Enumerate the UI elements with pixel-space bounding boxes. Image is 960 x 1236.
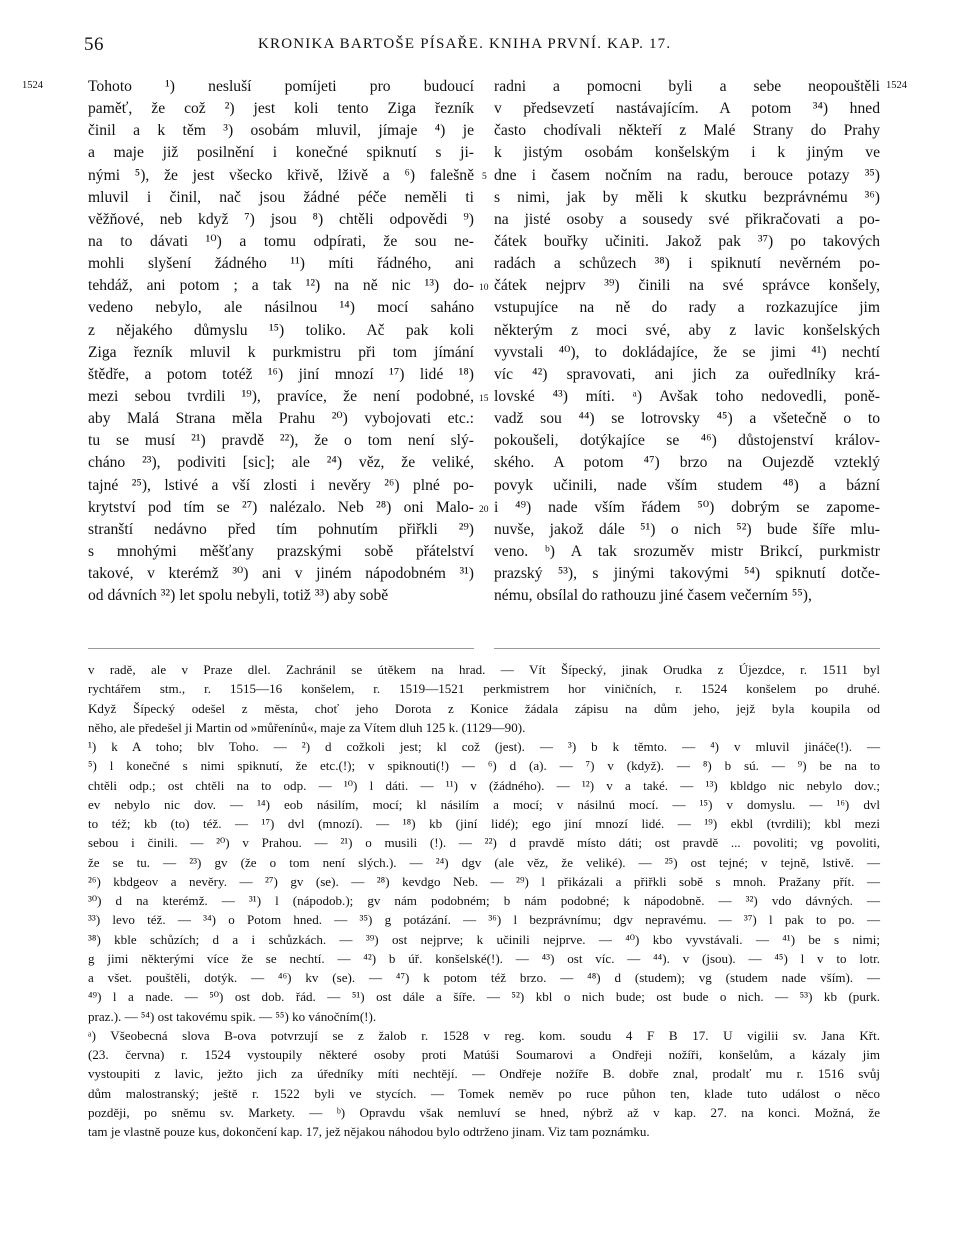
right-column-line-15: lovské ⁴³) míti. ᵃ) Avšak toho nedovedli, poně- bbox=[494, 387, 880, 405]
right-column-line-14: víc ⁴²) spravovati, ani jich za ouředlníky krá- bbox=[494, 365, 880, 383]
left-column-line-12: z nějakého důmyslu ¹⁵) toliko. Ač pak koli bbox=[88, 321, 474, 339]
left-column-line-23: takové, v kterémž ³⁰) ani v jiném nápodobném ³¹) bbox=[88, 565, 474, 583]
footnote-line-12: ²⁶) kbdgeov a nevěry. — ²⁷) gv (se). — ²⁸) kevdgo Neb. — ²⁹) l přikázali a přiřkli sobě s mnoh. Pražany přít. — bbox=[88, 873, 880, 889]
left-column-line-20: krytství pod tím se ²⁷) nalézalo. Neb ²⁸) oni Malo- bbox=[88, 498, 474, 516]
footnote-line-10: sebou i činili. — ²⁰) v Prahou. — ²¹) o musili (!). — ²²) d pravdě místo dáti; ost pravdě ... povoliti; vg povoliti, bbox=[88, 835, 880, 851]
left-column-line-1: Tohoto ¹) nesluší pomíjeti pro budoucí bbox=[88, 78, 474, 95]
right-column-line-23: prazský ⁵³), s jinými takovými ⁵⁴) spiknutí dotče- bbox=[494, 565, 880, 583]
right-column-line-16: vadž sou ⁴⁴) se lotrovsky ⁴⁵) a všetečně o to bbox=[494, 410, 880, 428]
left-column-line-11: vedeno nebylo, ale násilnou ¹⁴) mocí saháno bbox=[88, 299, 474, 317]
right-column-line-6: s nimi, jak by měli k skutku bezprávnému ³⁶) bbox=[494, 188, 880, 206]
left-column-line-6: mluvil i činil, nač jsou žádné péče neměli ti bbox=[88, 188, 474, 206]
line-number-15: 15 bbox=[479, 394, 489, 404]
footnote-line-21: (23. června) r. 1524 vystoupily některé osoby proti Matúši Soumarovi a Ondřeji nožíři, konšelům, a kázaly jim bbox=[88, 1047, 880, 1062]
right-column-line-10: čátek nejprv ³⁹) činili na své správce konšely, bbox=[494, 277, 880, 295]
line-number-10: 10 bbox=[479, 283, 489, 293]
left-text-column bbox=[88, 76, 474, 607]
right-column-line-12: některým z moci své, aby z lavic konšelských bbox=[494, 321, 880, 339]
left-column-line-5: nými ⁵), že jest všecko křivě, lživě a ⁶) falešně bbox=[88, 166, 474, 184]
left-column-line-9: mohli slyšení žádného ¹¹) míti řádného, ani bbox=[88, 255, 474, 273]
left-column-line-16: aby Malá Strana měla Prahu ²⁰) vybojovati etc.: bbox=[88, 410, 474, 428]
margin-year-left: 1524 bbox=[22, 80, 43, 91]
right-column-line-4: k jistým osobám konšelským i k jiným ve bbox=[494, 144, 880, 162]
left-column-line-19: tajné ²⁵), lstivé a vší zlosti i nevěry ²⁶) plné po- bbox=[88, 476, 474, 494]
right-column-line-9: radách a schůzech ³⁸) i spiknutí nevěrném po- bbox=[494, 255, 880, 273]
footnote-line-14: ³³) levo též. — ³⁴) o Potom hned. — ³⁵) g potázání. — ³⁶) l bezprávnímu; dgv nepravému. — ³⁷) l pak to po. — bbox=[88, 912, 880, 928]
footnote-line-24: později, po sněmu sv. Markety. — ᵇ) Opravdu však nemluví se hned, nýbrž až v kap. 27. na konci. Možná, že bbox=[88, 1104, 880, 1120]
right-column-line-7: na jisté osoby a sousedy své přikračovati a po- bbox=[494, 210, 880, 228]
footnote-rule-left bbox=[88, 648, 474, 649]
right-column-line-11: vstupujíce na ně do rady a rozkazujíce jim bbox=[494, 299, 880, 317]
footnote-line-9: to též; kb (to) též. — ¹⁷) dvl (mnozí). — ¹⁸) kb (jiní lidé); ego jiní mnozí lidé. — ¹⁹) ekbl (tvrdili); kbl mezi bbox=[88, 816, 880, 831]
left-column-line-8: na to dávati ¹⁰) a tomu odpírati, že sou ne- bbox=[88, 232, 474, 250]
line-number-20: 20 bbox=[479, 505, 489, 515]
footnote-line-8: ev nebylo nic dov. — ¹⁴) eob násilím, mocí; kl násilím a mocí; v násilnú mocí. — ¹⁵) v domyslu. — ¹⁶) dvl bbox=[88, 796, 880, 812]
right-column-line-3: často chodívali někteří z Malé Strany do Prahy bbox=[494, 122, 880, 140]
right-column-line-22: veno. ᵇ) A tak srozuměv mistr Brikcí, purkmistr bbox=[494, 542, 880, 560]
page-number: 56 bbox=[84, 34, 104, 55]
footnote-line-17: a všet. pouštěli, dotýk. — ⁴⁶) kv (se). — ⁴⁷) k potom též brzo. — ⁴⁸) d (studem); vg (studem nade vším). — bbox=[88, 970, 880, 985]
footnote-line-25: tam je vlastně pouze kus, dokončení kap. 17, jež nějakou náhodou bylo odtrženo jinam. Viz tam poznámku. bbox=[88, 1124, 650, 1139]
footnote-line-6: ⁵) l konečné s nimi spiknutí, že etc.(!); v spiknouti(!) — ⁶) d (a). — ⁷) v (když). — ⁸) b sú. — ⁹) be na to bbox=[88, 758, 880, 774]
footnote-line-7: chtěli odp.; ost chtěli na to odp. — ¹⁰) l dáti. — ¹¹) v (žádného). — ¹²) v a také. — ¹³) kbldgo nic nebylo dov.; bbox=[88, 777, 880, 793]
left-column-line-18: cháno ²³), podiviti [sic]; ale ²⁴) věz, že veliké, bbox=[88, 454, 474, 472]
running-title: KRONIKA BARTOŠE PÍSAŘE. KNIHA PRVNÍ. KAP. 17. bbox=[258, 36, 672, 52]
line-number-5: 5 bbox=[482, 172, 487, 182]
footnote-line-2: rychtářem stm., r. 1515—16 konšelem, r. 1519—1521 perkmistrem hor viničních, r. 1524 konšelem po druhé. bbox=[88, 681, 880, 697]
left-column-line-21: stranští nedávno před tím pohnutím přiřkli ²⁹) bbox=[88, 520, 474, 538]
left-column-line-3: činil a k těm ³) osobám mluvil, jímaje ⁴) je bbox=[88, 122, 474, 140]
right-column-line-1: radni a pomocni byli a sebe neopouštěli bbox=[494, 78, 880, 95]
left-column-line-13: Ziga řezník mluvil k purkmistru při tom jímání bbox=[88, 343, 474, 361]
right-column-line-8: čátek bouřky učiniti. Jakož pak ³⁷) po takových bbox=[494, 232, 880, 250]
left-column-line-10: tehdáž, ani potom ; a tak ¹²) na ně nic ¹³) do- bbox=[88, 277, 474, 295]
footnote-line-13: ³⁰) d na kterémž. — ³¹) l (nápodob.); gv nám podobném; b nám podobné; k nápodobně. — ³²) vdo dávných. — bbox=[88, 893, 880, 908]
footnote-line-5: ¹) k A toho; blv Toho. — ²) d cožkoli jest; kl což (jest). — ³) b k těmto. — ⁴) v mluvil jináče(!). — bbox=[88, 739, 880, 754]
footnote-line-23: dům malostranský; ještě r. 1522 byli ve stycích. — Tomek neměv po ruce půhon ten, klade tuto událost o něco bbox=[88, 1085, 880, 1101]
footnote-line-20: ᵃ) Všeobecná slova B-ova potvrzují se z žalob r. 1528 v reg. kom. soudu 4 F B 17. U vigilii sv. Jana Křt. bbox=[88, 1027, 880, 1043]
footnote-line-22: vystoupiti z lavic, ježto jich za úředníky míti nechtějí. — Ondřeje nožíře B. dobře znal, prodalť mu r. 1516 svůj bbox=[88, 1066, 880, 1082]
right-column-line-24: nému, obsílal do rathouzu jiné časem večerním ⁵⁵), bbox=[494, 587, 812, 605]
footnote-line-15: ³⁸) kble schůzích; d a i schůzkách. — ³⁹) ost nejprve; k učinili nejprve. — ⁴⁰) kbo vyvstávali. — ⁴¹) be s nimi; bbox=[88, 931, 880, 947]
footnotes-block bbox=[88, 660, 880, 1141]
footnote-line-3: Když Šípecký odešel z města, choť jeho Dorota z Konice žádala zápisu na dům jeho, jejž byla koupila od bbox=[88, 700, 880, 716]
footnote-line-18: ⁴⁹) l a nade. — ⁵⁰) ost dob. řád. — ⁵¹) ost dále a šíře. — ⁵²) kbl o nich bude; ost bude o nich. — ⁵³) kb (purk. bbox=[88, 989, 880, 1005]
left-column-line-17: tu se musí ²¹) pravdě ²²), že o tom není slý- bbox=[88, 432, 474, 450]
left-column-line-14: štědře, a potom totéž ¹⁶) jiní mnozí ¹⁷) lidé ¹⁸) bbox=[88, 365, 474, 383]
footnote-line-4: něho, ale předešel ji Martin od »můřenínů«, maje za Vítem dluh 125 k. (1129—90). bbox=[88, 719, 526, 735]
right-column-line-5: dne i časem nočním na radu, berouce potazy ³⁵) bbox=[494, 166, 880, 184]
footnote-line-19: praz.). — ⁵⁴) ost takovému spik. — ⁵⁵) ko vánočním(!). bbox=[88, 1008, 377, 1024]
footnote-line-11: že se tu. — ²³) gv (že o tom není slých.). — ²⁴) dgv (ale věz, že veliké). — ²⁵) ost tejné; v tejně, lstivě. — bbox=[88, 854, 880, 870]
footnote-rule-right bbox=[494, 648, 880, 649]
left-column-line-15: mezi sebou tvrdili ¹⁹), pravíce, že není podobné, bbox=[88, 387, 474, 405]
footnote-line-1: v radě, ale v Praze dlel. Zachránil se útěkem na hrad. — Vít Šípecký, jinak Orudka z Újezdce, r. 1511 byl bbox=[88, 662, 880, 677]
right-column-line-20: i ⁴⁹) nade vším řádem ⁵⁰) dobrým se zapome- bbox=[494, 498, 880, 516]
right-column-line-2: v předsevzetí nastávajícím. A potom ³⁴) hned bbox=[494, 100, 880, 118]
left-column-line-4: a maje již posilnění i konečné spiknutí s ji- bbox=[88, 144, 474, 162]
right-column-line-18: ského. A potom ⁴⁷) brzo na Oujezdě vzteklý bbox=[494, 454, 880, 472]
right-column-line-17: pokoušeli, dotýkajíce se ⁴⁶) důstojenství králov- bbox=[494, 432, 880, 450]
left-column-line-7: věžňové, neb když ⁷) jsou ⁸) chtěli odpovědi ⁹) bbox=[88, 210, 474, 228]
running-header bbox=[0, 34, 960, 58]
margin-year-right: 1524 bbox=[886, 80, 907, 91]
right-column-line-19: povyk učinili, nade vším studem ⁴⁸) a bázní bbox=[494, 476, 880, 494]
right-text-column bbox=[494, 76, 880, 607]
right-column-line-21: nuvše, jakož dále ⁵¹) o nich ⁵²) bude šíře mlu- bbox=[494, 520, 880, 538]
footnote-line-16: g jimi některými více že se nechtí. — ⁴²) b úř. konšelské(!). — ⁴³) ost víc. — ⁴⁴). v (jsou). — ⁴⁵) l v to lotr. bbox=[88, 950, 880, 966]
right-column-line-13: vyvstali ⁴⁰), to dokládajíce, že se jimi ⁴¹) nechtí bbox=[494, 343, 880, 361]
left-column-line-24: od dávních ³²) let spolu nebyli, totiž ³³) aby sobě bbox=[88, 587, 389, 605]
left-column-line-2: paměť, že což ²) jest koli tento Ziga řezník bbox=[88, 100, 474, 118]
left-column-line-22: s mnohými měšťany prazskými sobě přátelství bbox=[88, 542, 474, 560]
